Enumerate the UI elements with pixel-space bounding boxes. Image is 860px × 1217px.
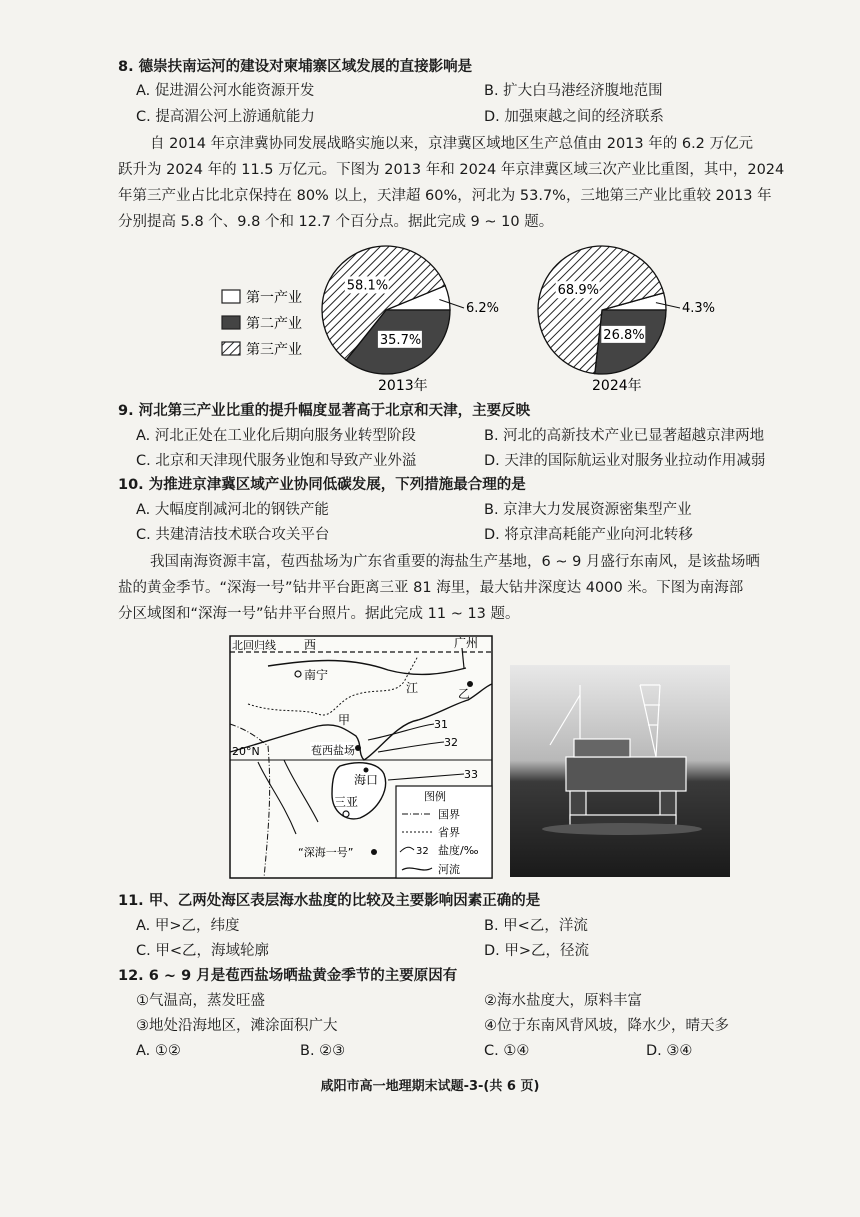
legend-swatch-tertiary bbox=[222, 342, 240, 355]
pie-legend bbox=[222, 289, 302, 358]
q12-option-a: A. ①② bbox=[136, 1043, 181, 1059]
legend-label-secondary: 第二产业 bbox=[246, 316, 302, 332]
q12-statement-4: ④位于东南风背风坡，降水少，晴天多 bbox=[484, 1018, 729, 1034]
intro-9-10-line2: 跃升为 2024 年的 11.5 万亿元。下图为 2013 年和 2024 年京津冀区域三次产业比重图，其中，2024 bbox=[118, 162, 785, 178]
q11-option-a: A. 甲>乙，纬度 bbox=[136, 918, 240, 934]
q12-stem: 12. 6 ~ 9 月是苞西盐场晒盐黄金季节的主要原因有 bbox=[118, 968, 458, 984]
q9-option-a: A. 河北正处在工业化后期向服务业转型阶段 bbox=[136, 428, 416, 444]
haikou-marker bbox=[364, 768, 369, 773]
jiang-label: 江 bbox=[406, 681, 419, 695]
pie-2024-title: 2024年 bbox=[592, 378, 642, 394]
legend-province-label: 省界 bbox=[438, 826, 460, 839]
sanya-label: 三亚 bbox=[334, 795, 359, 809]
nanning-label: 南宁 bbox=[304, 668, 329, 682]
q10-option-b: B. 京津大力发展资源密集型产业 bbox=[484, 502, 692, 518]
pie-label-tertiary: 58.1% bbox=[346, 278, 389, 294]
south-china-sea-map bbox=[228, 634, 494, 880]
page-footer: 咸阳市高一地理期末试题-3-(共 6 页) bbox=[320, 1079, 540, 1094]
haikou-label: 海口 bbox=[354, 773, 379, 787]
latitude-label: 20°N bbox=[232, 745, 260, 758]
legend-border-label: 国界 bbox=[438, 808, 460, 821]
q11-option-c: C. 甲<乙，海域轮廓 bbox=[136, 943, 269, 959]
intro-11-13-line3: 分区域图和“深海一号”钻井平台照片。据此完成 11 ~ 13 题。 bbox=[118, 606, 520, 622]
q8-option-a: A. 促进湄公河水能资源开发 bbox=[136, 83, 315, 99]
industry-pie-charts bbox=[210, 238, 730, 398]
q10-stem: 10. 为推进京津冀区域产业协同低碳发展，下列措施最合理的是 bbox=[118, 477, 526, 493]
q9-stem: 9. 河北第三产业比重的提升幅度显著高于北京和天津，主要反映 bbox=[118, 403, 531, 419]
pie-2013-title: 2013年 bbox=[378, 378, 428, 394]
q12-option-b: B. ②③ bbox=[300, 1043, 346, 1059]
platform-label: “深海一号” bbox=[298, 846, 354, 859]
legend-river-label: 河流 bbox=[438, 863, 460, 876]
q12-option-c: C. ①④ bbox=[484, 1043, 530, 1059]
q12-statement-2: ②海水盐度大，原料丰富 bbox=[484, 993, 642, 1009]
xi-label: 西 bbox=[304, 638, 317, 652]
intro-9-10-line3: 年第三产业占比北京保持在 80% 以上，天津超 60%，河北为 53.7%，三地第三产业比重较 2013 年 bbox=[118, 188, 772, 204]
q8-stem: 8. 德崇扶南运河的建设对柬埔寨区域发展的直接影响是 bbox=[118, 59, 473, 75]
isohaline-32-label: 32 bbox=[444, 736, 458, 749]
water-reflection bbox=[542, 823, 702, 835]
q9-option-d: D. 天津的国际航运业对服务业拉动作用减弱 bbox=[484, 453, 766, 469]
q9-option-c: C. 北京和天津现代服务业饱和导致产业外溢 bbox=[136, 453, 417, 469]
q10-option-c: C. 共建清洁技术联合攻关平台 bbox=[136, 527, 330, 543]
q12-statement-3: ③地处沿海地区，滩涂面积广大 bbox=[136, 1018, 338, 1034]
guangzhou-label: 广州 bbox=[454, 636, 479, 650]
pie-label-secondary: 26.8% bbox=[603, 327, 645, 343]
platform-marker bbox=[371, 849, 377, 855]
intro-9-10-line1: 自 2014 年京津冀协同发展战略实施以来，京津冀区域地区生产总值由 2013 年的 6.2 万亿元 bbox=[150, 136, 754, 152]
legend-swatch-secondary bbox=[222, 316, 240, 329]
pie-label-primary: 6.2% bbox=[466, 301, 500, 316]
q8-option-b: B. 扩大白马港经济腹地范围 bbox=[484, 83, 663, 99]
jia-label: 甲 bbox=[338, 713, 351, 727]
legend-swatch-primary bbox=[222, 290, 240, 303]
q8-option-d: D. 加强柬越之间的经济联系 bbox=[484, 109, 664, 125]
q12-option-d: D. ③④ bbox=[646, 1043, 693, 1059]
isohaline-33-label: 33 bbox=[464, 768, 478, 781]
saltfield-label: 苞西盐场 bbox=[311, 744, 355, 757]
legend-salinity-label: 盐度/‰ bbox=[438, 844, 479, 857]
platform-photo bbox=[510, 665, 730, 877]
q10-option-a: A. 大幅度削减河北的钢铁产能 bbox=[136, 502, 329, 518]
legend-label-primary: 第一产业 bbox=[246, 290, 302, 306]
yi-label: 乙 bbox=[458, 687, 471, 701]
intro-11-13-line2: 盐的黄金季节。“深海一号”钻井平台距离三亚 81 海里，最大钻井深度达 4000 米。下图为南海部 bbox=[118, 580, 744, 596]
q11-option-b: B. 甲<乙，洋流 bbox=[484, 918, 588, 934]
q12-statement-1: ①气温高，蒸发旺盛 bbox=[136, 993, 265, 1009]
map-legend-title: 图例 bbox=[424, 790, 446, 803]
isohaline-31-label: 31 bbox=[434, 718, 448, 731]
legend-label-tertiary: 第三产业 bbox=[246, 342, 302, 358]
q11-stem: 11. 甲、乙两处海区表层海水盐度的比较及主要影响因素正确的是 bbox=[118, 893, 541, 909]
legend-isohaline-number: 32 bbox=[416, 846, 429, 857]
pie-2013 bbox=[322, 246, 499, 374]
intro-11-13-line1: 我国南海资源丰富，苞西盐场为广东省重要的海盐生产基地，6 ~ 9 月盛行东南风，是该盐场晒 bbox=[150, 554, 760, 570]
pie-label-primary: 4.3% bbox=[682, 301, 716, 316]
saltfield-marker bbox=[355, 745, 361, 751]
q9-option-b: B. 河北的高新技术产业已显著超越京津两地 bbox=[484, 428, 765, 444]
q10-option-d: D. 将京津高耗能产业向河北转移 bbox=[484, 527, 693, 543]
pie-2024 bbox=[538, 246, 715, 374]
intro-9-10-line4: 分别提高 5.8 个、9.8 个和 12.7 个百分点。据此完成 9 ~ 10 题。 bbox=[118, 214, 554, 230]
pie-label-secondary: 35.7% bbox=[379, 332, 422, 348]
tropic-label: 北回归线 bbox=[232, 639, 276, 652]
pie-label-tertiary: 68.9% bbox=[557, 283, 599, 299]
q8-option-c: C. 提高湄公河上游通航能力 bbox=[136, 109, 315, 125]
q11-option-d: D. 甲>乙，径流 bbox=[484, 943, 590, 959]
